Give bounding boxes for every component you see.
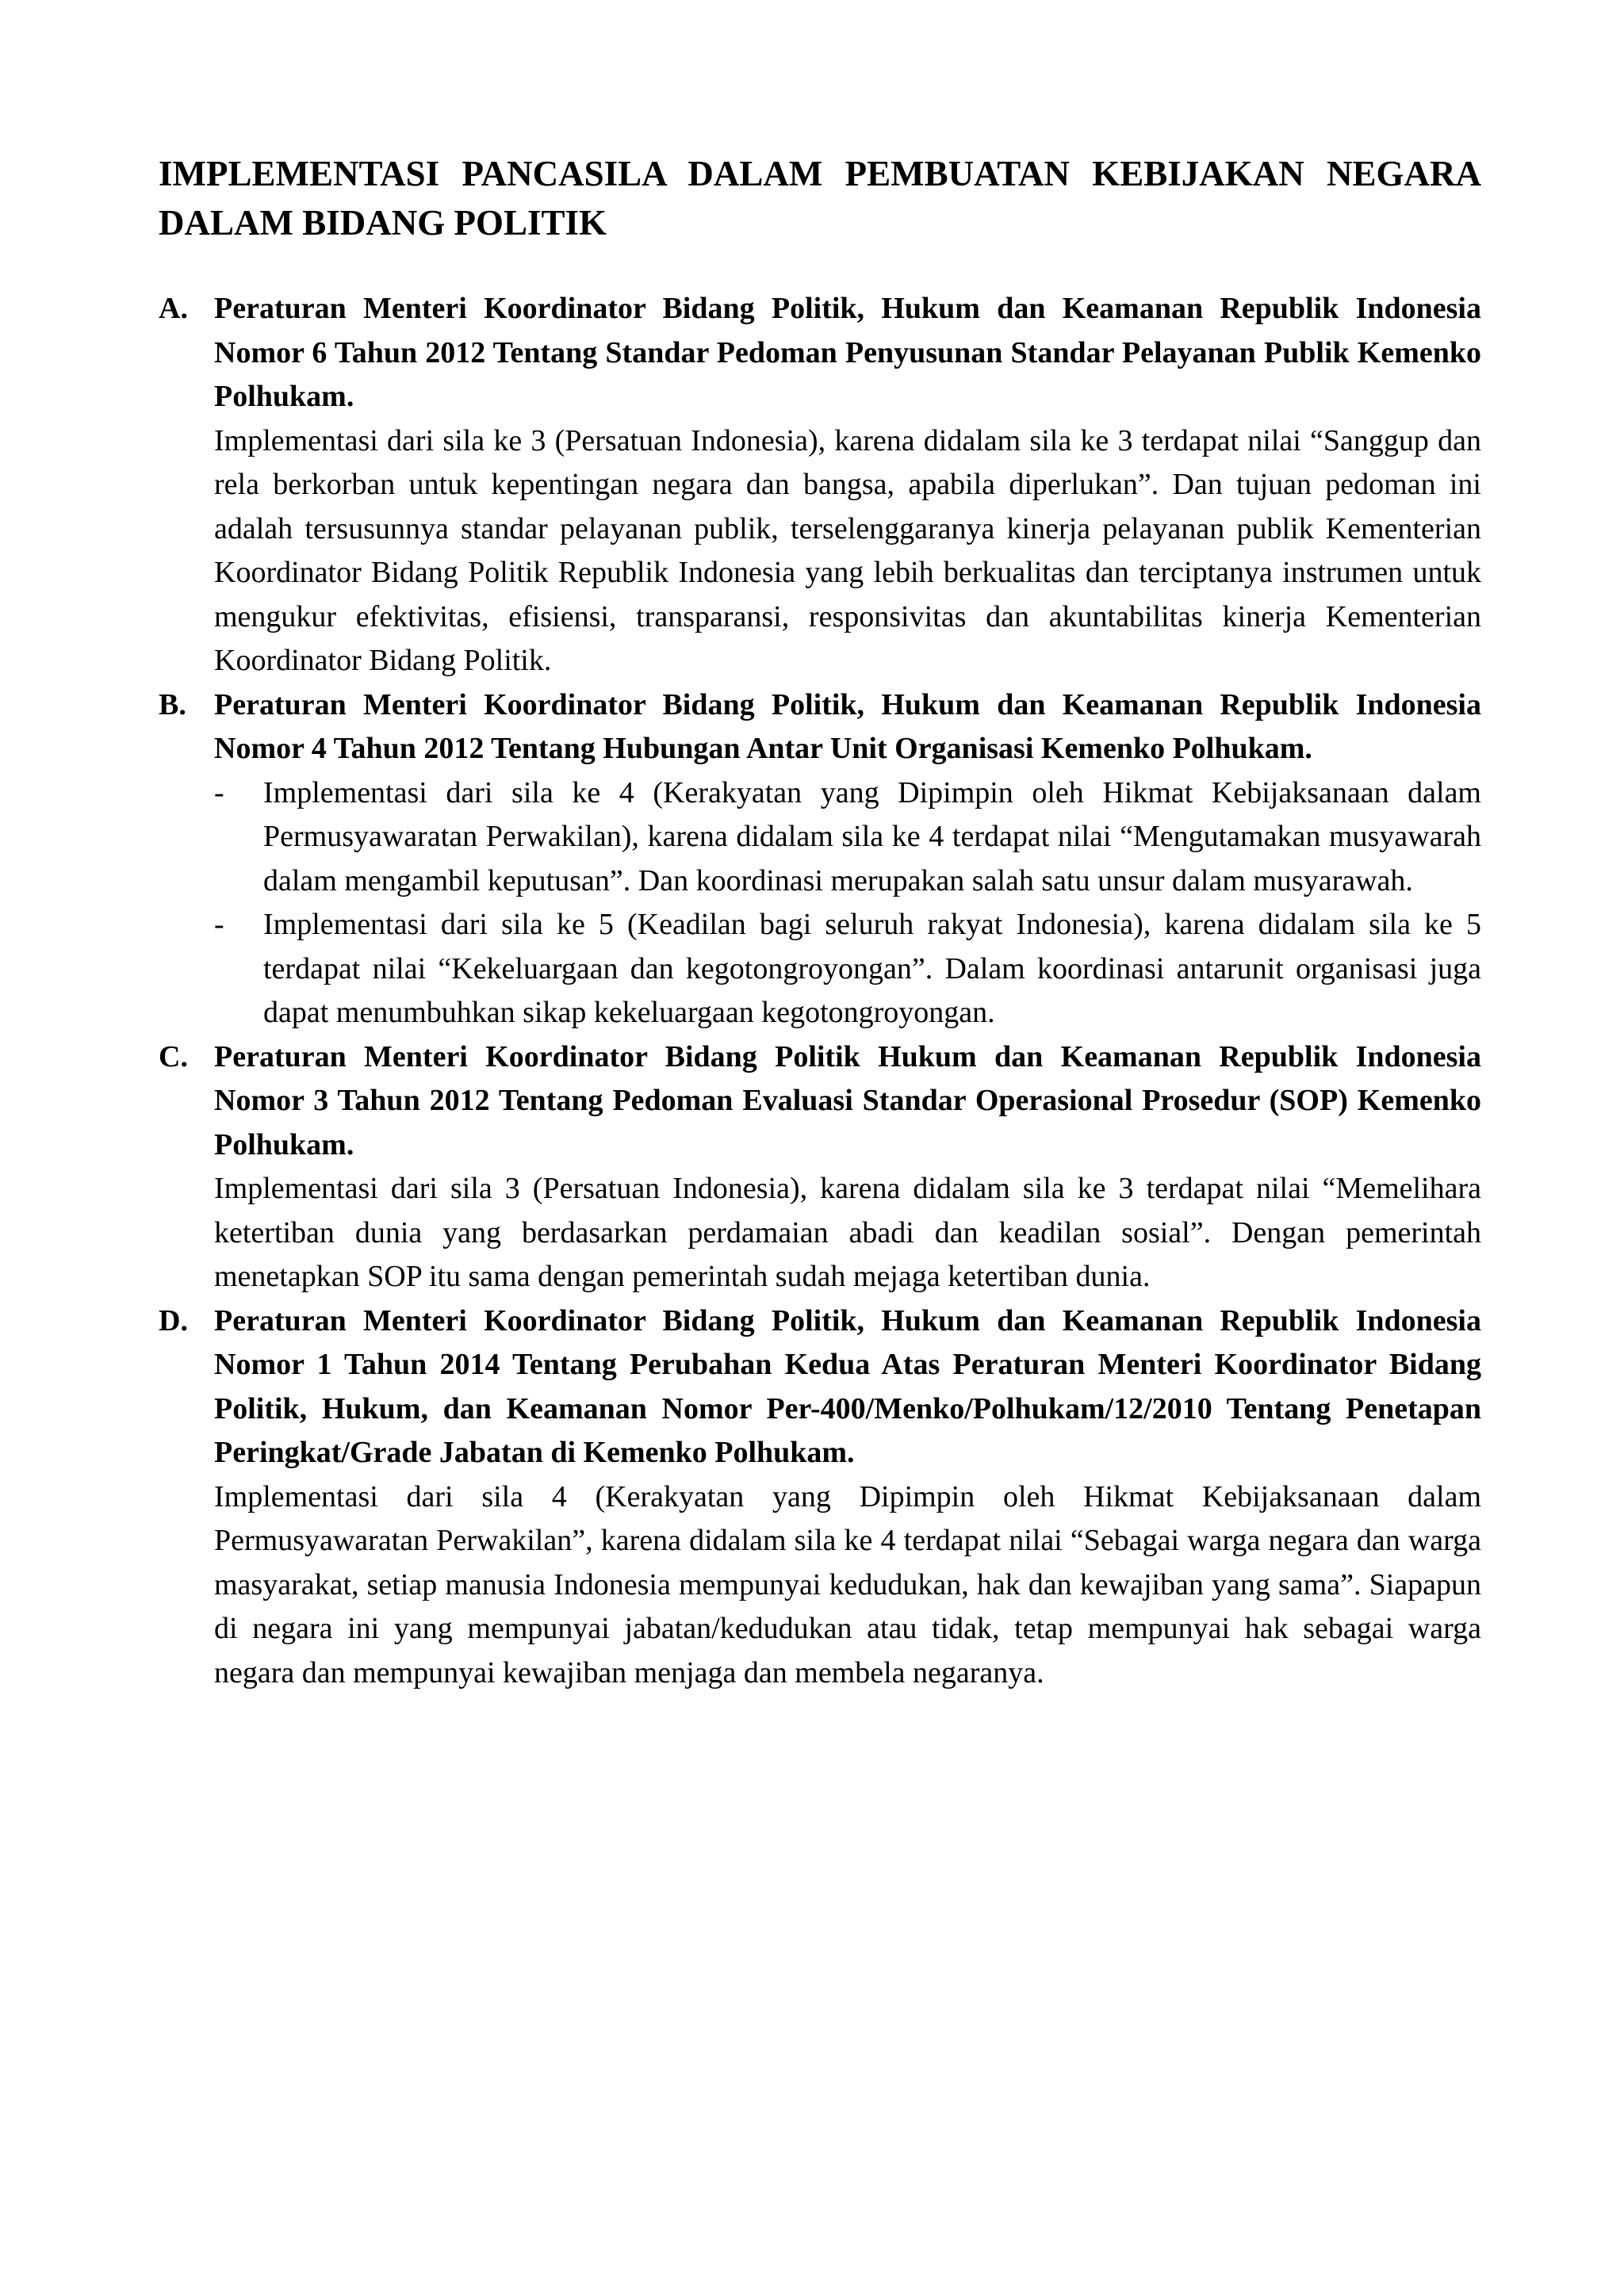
bullet-item <box>214 771 1481 904</box>
bullet-text: Implementasi dari sila ke 4 (Kerakyatan yang Dipimpin oleh Hikmat Kebijaksanaan dalam Permusyawaratan Perwakilan), karena didalam sila ke 4 terdapat nilai “Mengutamakan musyawarah dalam mengambil keputusan”. Dan koordinasi merupakan salah satu unsur dalam musyarawah. <box>263 775 1481 897</box>
bullet-dash: - <box>214 908 224 941</box>
implementation-bullet-list <box>214 771 1481 1035</box>
regulation-list <box>159 287 1481 1695</box>
implementation-paragraph: Implementasi dari sila 3 (Persatuan Indonesia), karena didalam sila ke 3 terdapat nilai “Memelihara ketertiban dunia yang berdasarkan perdamaian abadi dan keadilan sosial”. Dengan pemerintah menetapkan SOP itu sama dengan pemerintah sudah mejaga ketertiban dunia. <box>214 1172 1481 1293</box>
regulation-heading: Peraturan Menteri Koordinator Bidang Politik, Hukum dan Keamanan Republik Indonesia Nomor 4 Tahun 2012 Tentang Hubungan Antar Unit Organisasi Kemenko Polhukam. <box>214 687 1481 765</box>
regulation-heading: Peraturan Menteri Koordinator Bidang Politik Hukum dan Keamanan Republik Indonesia Nomor 3 Tahun 2012 Tentang Pedoman Evaluasi Standar Operasional Prosedur (SOP) Kemenko Polhukam. <box>214 1039 1481 1161</box>
regulation-section-d <box>159 1299 1481 1696</box>
regulation-heading: Peraturan Menteri Koordinator Bidang Politik, Hukum dan Keamanan Republik Indonesia Nomor 1 Tahun 2014 Tentang Perubahan Kedua Atas Peraturan Menteri Koordinator Bidang Politik, Hukum, dan Keamanan Nomor Per-400/Menko/Polhukam/12/2010 Tentang Penetapan Peringkat/Grade Jabatan di Kemenko Polhukam. <box>214 1303 1481 1469</box>
implementation-paragraph: Implementasi dari sila ke 3 (Persatuan Indonesia), karena didalam sila ke 3 terdapat nilai “Sanggup dan rela berkorban untuk kepentingan negara dan bangsa, apabila diperlukan”. Dan tujuan pedoman ini adalah tersusunnya standar pelayanan publik, terselenggaranya kinerja pelayanan publik Kementerian Koordinator Bidang Politik Republik Indonesia yang lebih berkualitas dan terciptanya instrumen untuk mengukur efektivitas, efisiensi, transparansi, responsivitas dan akuntabilitas kinerja Kementerian Koordinator Bidang Politik. <box>214 423 1481 677</box>
bullet-item <box>214 903 1481 1035</box>
bullet-dash: - <box>214 775 224 809</box>
regulation-heading: Peraturan Menteri Koordinator Bidang Politik, Hukum dan Keamanan Republik Indonesia Nomor 6 Tahun 2012 Tentang Standar Pedoman Penyusunan Standar Pelayanan Publik Kemenko Polhukam. <box>214 292 1481 413</box>
document-title: IMPLEMENTASI PANCASILA DALAM PEMBUATAN KEBIJAKAN NEGARA DALAM BIDANG POLITIK <box>159 154 1481 243</box>
section-letter: B. <box>159 687 186 721</box>
section-letter: C. <box>159 1039 188 1073</box>
regulation-section-c <box>159 1035 1481 1299</box>
section-letter: D. <box>159 1303 188 1337</box>
implementation-paragraph: Implementasi dari sila 4 (Kerakyatan yang Dipimpin oleh Hikmat Kebijaksanaan dalam Permusyawaratan Perwakilan”, karena didalam sila ke 4 terdapat nilai “Sebagai warga negara dan warga masyarakat, setiap manusia Indonesia mempunyai kedudukan, hak dan kewajiban yang sama”. Siapapun di negara ini yang mempunyai jabatan/kedudukan atau tidak, tetap mempunyai hak sebagai warga negara dan mempunyai kewajiban menjaga dan membela negaranya. <box>214 1479 1481 1689</box>
regulation-section-a <box>159 287 1481 683</box>
section-letter: A. <box>159 292 188 325</box>
regulation-section-b <box>159 683 1481 1035</box>
bullet-text: Implementasi dari sila ke 5 (Keadilan bagi seluruh rakyat Indonesia), karena didalam sila ke 5 terdapat nilai “Kekeluargaan dan kegotongroyongan”. Dalam koordinasi antarunit organisasi juga dapat menumbuhkan sikap kekeluargaan kegotongroyongan. <box>263 908 1481 1029</box>
